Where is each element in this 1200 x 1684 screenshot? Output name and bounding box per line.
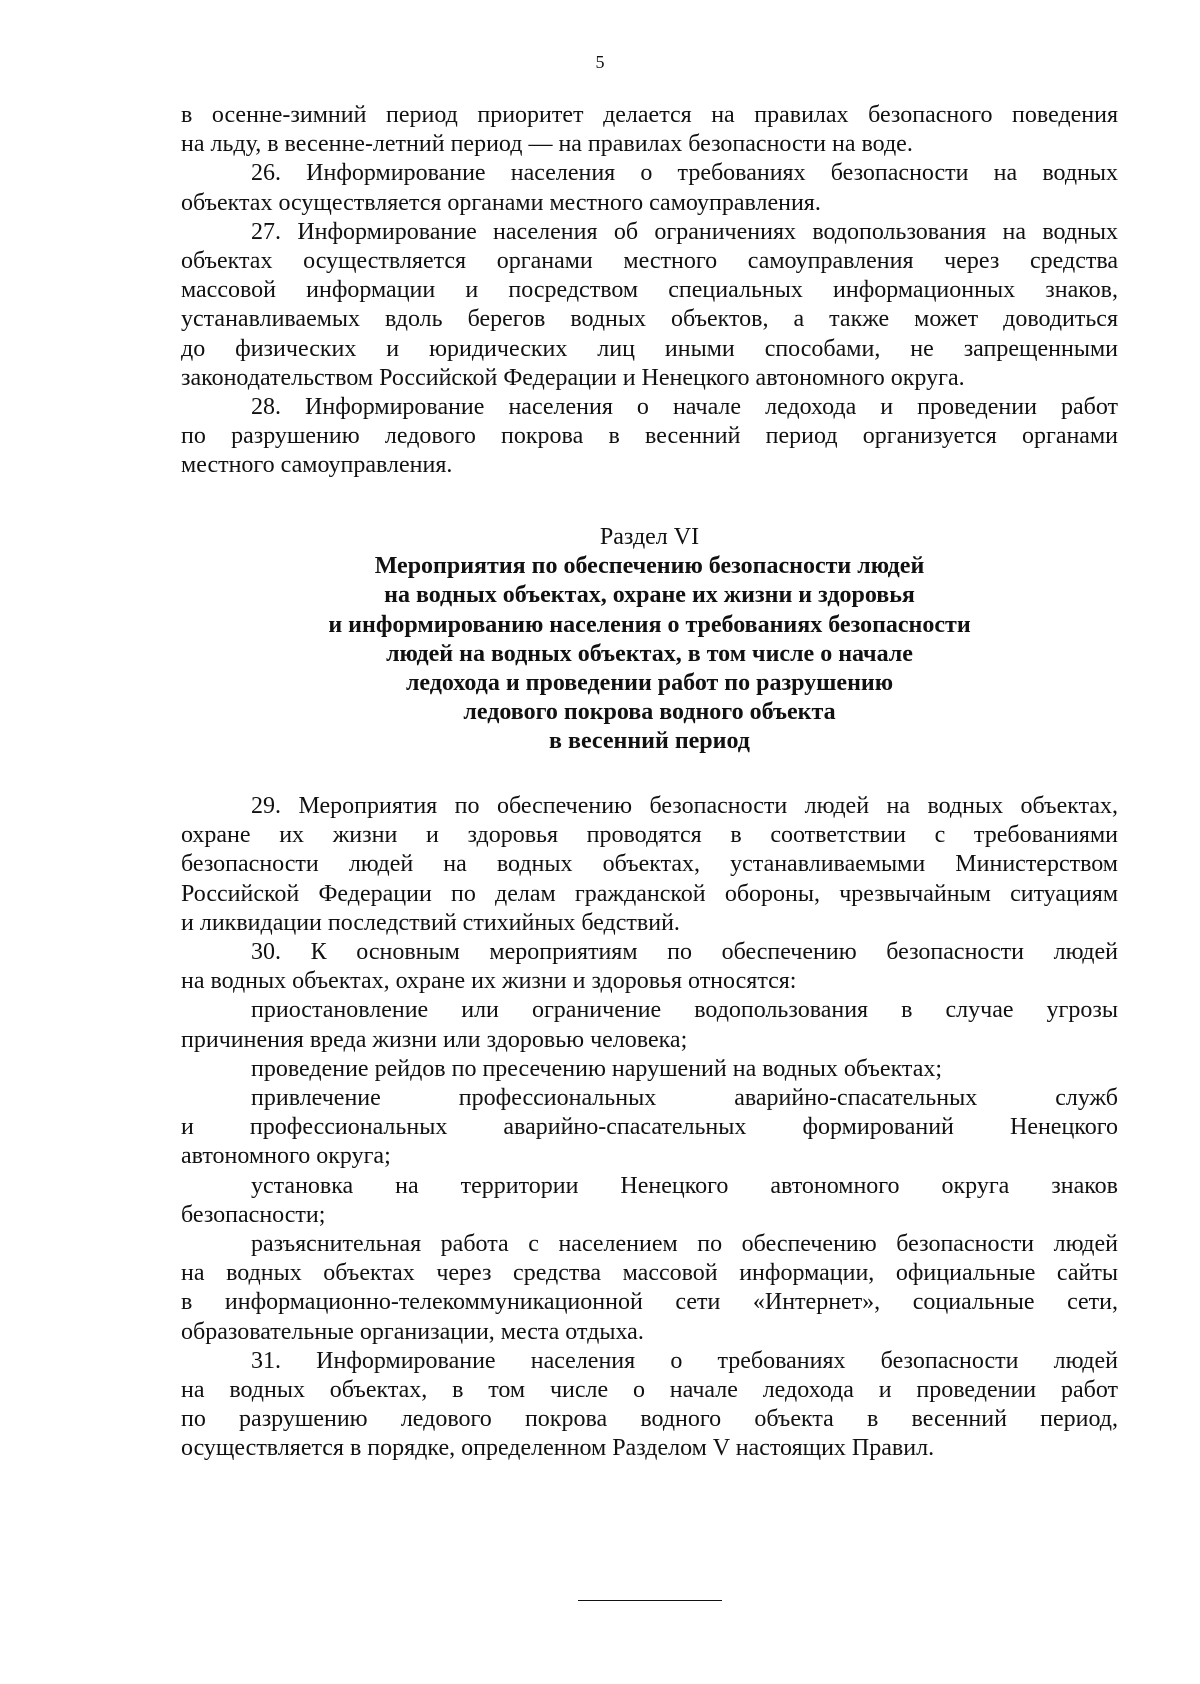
text-line: 31. Информирование населения о требованиях безопасности людей (251, 1347, 1118, 1374)
section-title-line: в весенний период (549, 728, 750, 755)
text-line: осуществляется в порядке, определенном Разделом V настоящих Правил. (181, 1435, 935, 1462)
text-line: на водных объектах через средства массовой информации, официальные сайты (181, 1260, 1118, 1287)
text-line: 30. К основным мероприятиям по обеспечению безопасности людей (251, 939, 1118, 966)
section-title-line: ледохода и проведении работ по разрушению (405, 670, 894, 697)
text-line: до физических и юридических лиц иными способами, не запрещенными (181, 335, 1118, 362)
list-item-raids (181, 1055, 1118, 1084)
text-line: причинения вреда жизни или здоровью человека; (181, 1026, 688, 1053)
text-line: Российской Федерации по делам гражданской обороны, чрезвычайным ситуациям (181, 880, 1118, 907)
section-label: Раздел VI (599, 524, 700, 550)
section-title-line: людей на водных объектах, в том числе о начале (386, 640, 913, 667)
text-line: и ликвидации последствий стихийных бедствий. (181, 909, 680, 936)
text-line: автономного округа; (181, 1143, 391, 1170)
text-line: безопасности; (181, 1201, 326, 1228)
text-line: приостановление или ограничение водопользования в случае угрозы (251, 997, 1118, 1024)
paragraph-27 (181, 218, 1118, 393)
paragraph-continuation (181, 101, 1118, 159)
paragraph-26 (181, 159, 1118, 217)
text-line: в осенне-зимний период приоритет делается на правилах безопасного поведения (181, 102, 1118, 128)
page-number: 5 (595, 52, 605, 72)
text-line: объектах осуществляется органами местного самоуправления через средства (181, 248, 1118, 275)
text-line: образовательные организации, места отдыха. (181, 1318, 644, 1345)
text-line: 26. Информирование населения о требованиях безопасности на водных (251, 160, 1118, 187)
text-line: на водных объектах, охране их жизни и здоровья относятся: (181, 968, 797, 995)
list-item-suspension (181, 996, 1118, 1054)
text-line: охране их жизни и здоровья проводятся в соответствии с требованиями (181, 822, 1118, 849)
text-line: разъяснительная работа с населением по обеспечению безопасности людей (251, 1231, 1118, 1258)
text-line: и профессиональных аварийно-спасательных формирований Ненецкого (181, 1114, 1118, 1141)
text-line: 29. Мероприятия по обеспечению безопасности людей на водных объектах, (251, 793, 1118, 819)
section-title-line: на водных объектах, охране их жизни и здоровья (384, 582, 915, 609)
paragraph-31 (181, 1347, 1118, 1464)
text-line: массовой информации и посредством специальных информационных знаков, (181, 277, 1118, 304)
text-line: устанавливаемых вдоль берегов водных объектов, а также может доводиться (181, 306, 1118, 333)
text-line: в информационно-телекоммуникационной сети «Интернет», социальные сети, (181, 1289, 1118, 1316)
paragraph-29 (181, 792, 1118, 938)
text-line: привлечение профессиональных аварийно-спасательных служб (251, 1085, 1118, 1112)
list-item-rescue-services (181, 1084, 1118, 1172)
section-title (181, 552, 1118, 756)
lower-text-block (181, 792, 1118, 1464)
paragraph-28 (181, 393, 1118, 481)
text-line: по разрушению ледового покрова в весенний период организуется органами (181, 423, 1118, 450)
section-heading (181, 523, 1118, 757)
text-line: законодательством Российской Федерации и Ненецкого автономного округа. (181, 364, 965, 391)
section-title-line: и информированию населения о требованиях безопасности (328, 611, 971, 638)
text-line: 27. Информирование населения об ограничениях водопользования на водных (251, 218, 1118, 245)
upper-text-block (181, 101, 1118, 481)
text-line: на водных объектах, в том числе о начале ледохода и проведении работ (181, 1377, 1118, 1404)
text-line: местного самоуправления. (181, 452, 453, 479)
text-line: по разрушению ледового покрова водного объекта в весенний период, (181, 1406, 1118, 1433)
section-title-line: ледового покрова водного объекта (463, 699, 836, 726)
list-item-outreach (181, 1230, 1118, 1347)
text-line: установка на территории Ненецкого автономного округа знаков (251, 1172, 1118, 1199)
end-of-document-rule (578, 1600, 722, 1601)
text-line: проведение рейдов по пресечению нарушений на водных объектах; (251, 1055, 943, 1082)
paragraph-30 (181, 938, 1118, 996)
text-line: объектах осуществляется органами местного самоуправления. (181, 189, 821, 216)
text-line: безопасности людей на водных объектах, устанавливаемыми Министерством (181, 851, 1118, 878)
section-title-line: Мероприятия по обеспечению безопасности людей (374, 553, 925, 580)
text-line: на льду, в весенне-летний период — на правилах безопасности на воде. (181, 131, 913, 158)
list-item-safety-signs (181, 1172, 1118, 1230)
text-line: 28. Информирование населения о начале ледохода и проведении работ (251, 394, 1118, 421)
